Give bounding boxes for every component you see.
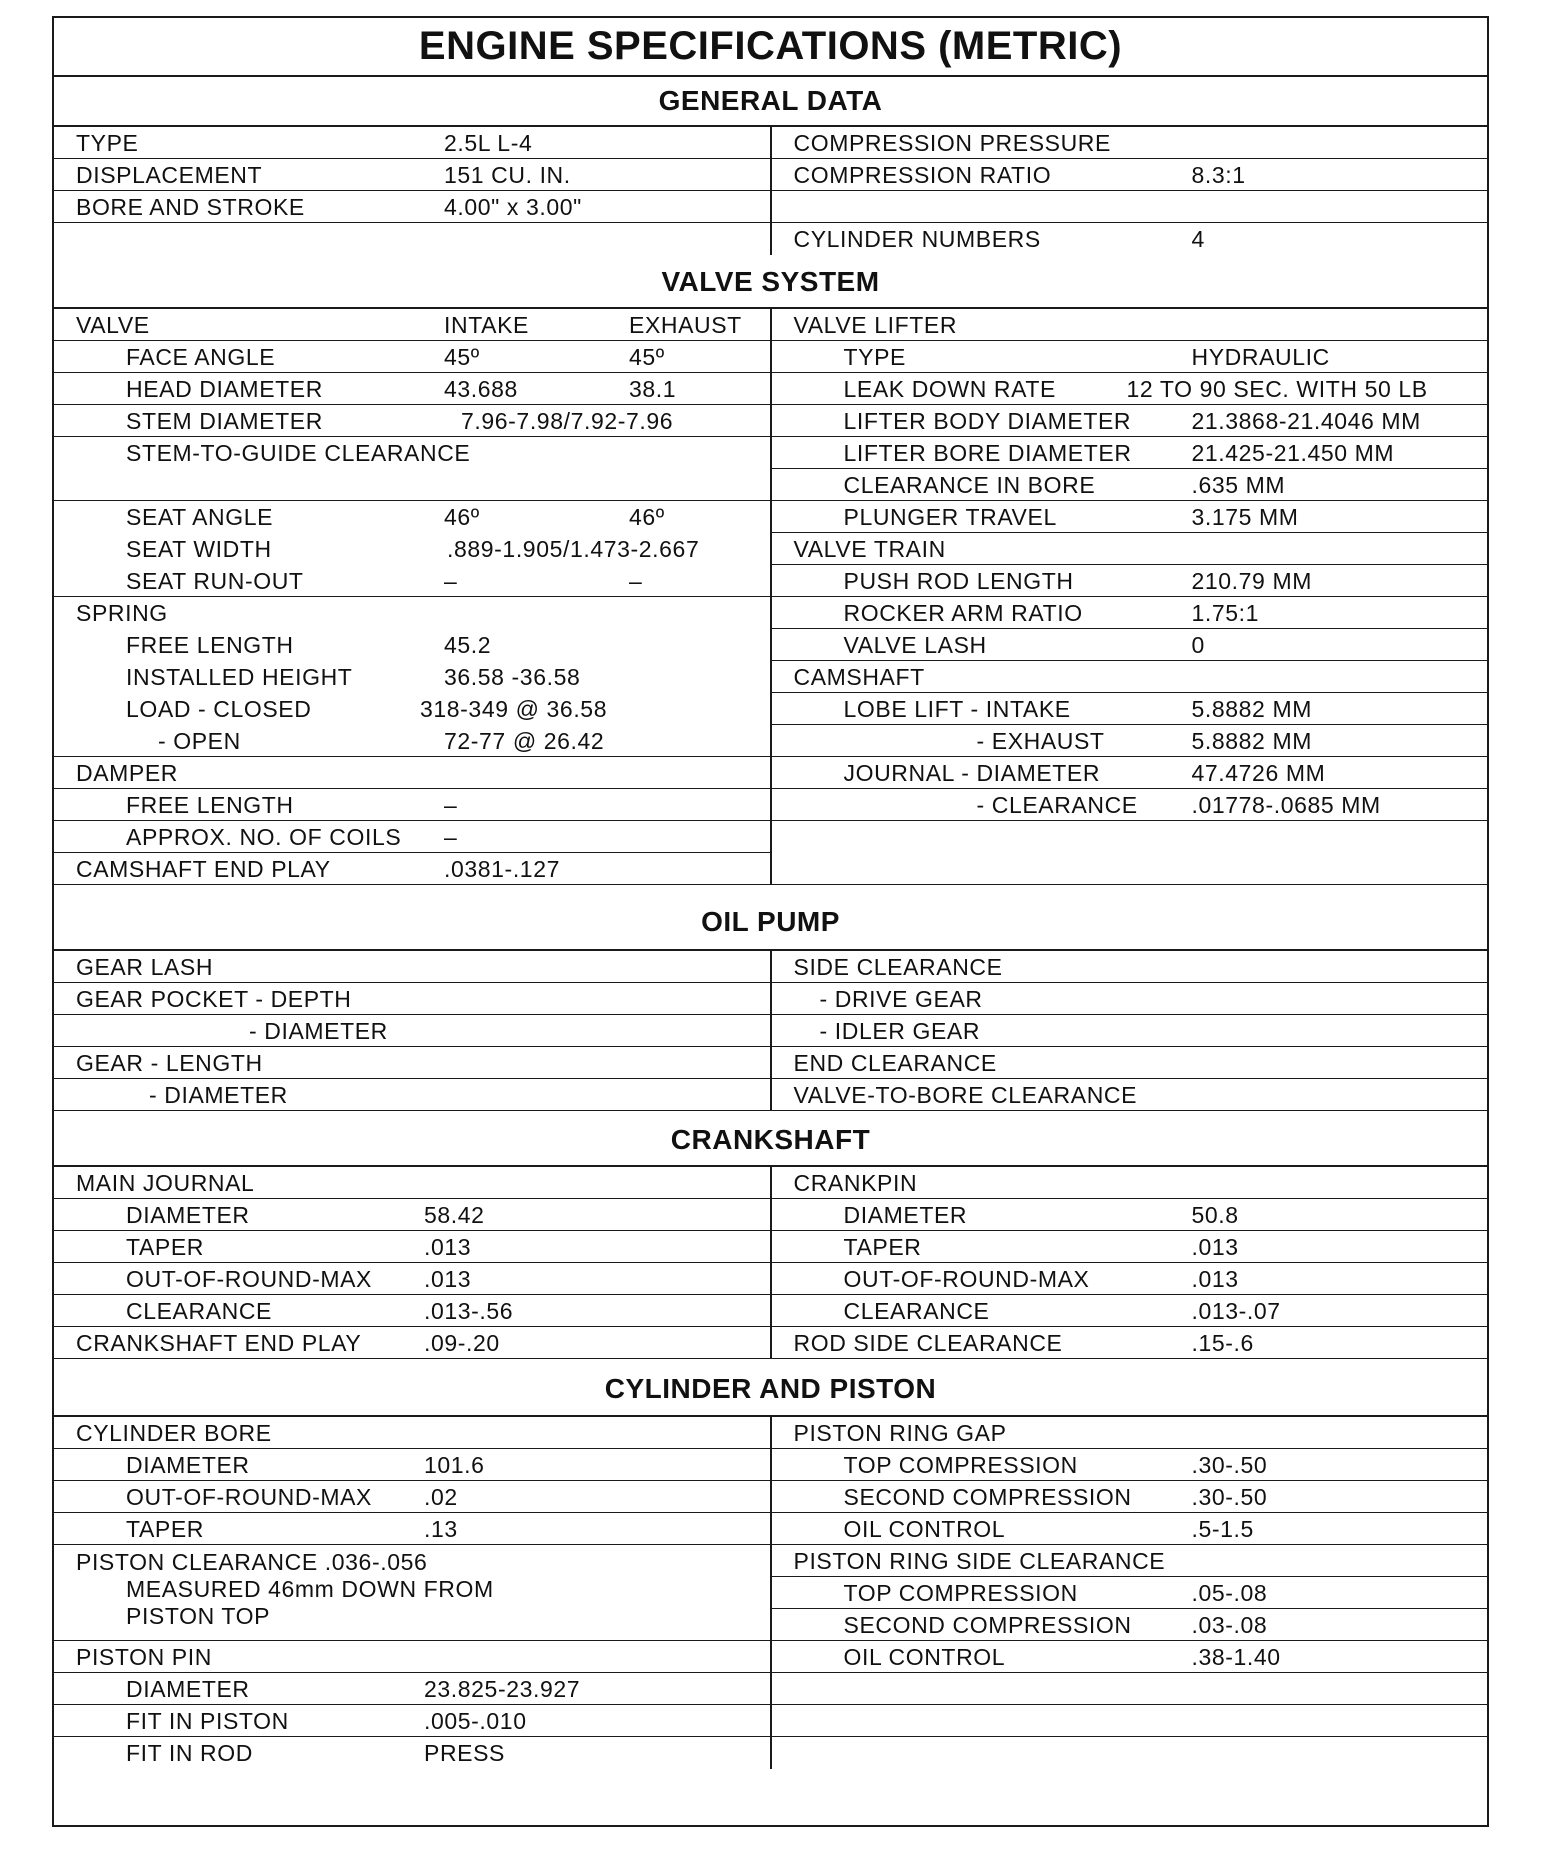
row-label: SEAT ANGLE — [126, 504, 274, 530]
exhaust-value: EXHAUST — [629, 312, 742, 338]
table-row — [772, 191, 1488, 223]
spec-sheet — [52, 16, 1489, 1827]
table-row — [772, 1015, 1488, 1047]
row-label: CRANKPIN — [793, 1170, 918, 1196]
row-value: 47.4726 MM — [1191, 760, 1326, 786]
row-label: PISTON RING GAP — [793, 1420, 1007, 1446]
row-value: .13 — [424, 1516, 458, 1542]
row-label: - CLEARANCE — [976, 792, 1138, 818]
intake-value: 72-77 @ 26.42 — [444, 728, 605, 754]
row-value: PRESS — [424, 1740, 505, 1766]
table-row — [772, 1327, 1488, 1359]
table-row — [54, 661, 770, 693]
row-label: DIAMETER — [126, 1202, 250, 1228]
row-label: CLEARANCE — [126, 1298, 272, 1324]
row-label: PUSH ROD LENGTH — [843, 568, 1074, 594]
table-row — [54, 1705, 770, 1737]
table-row — [54, 597, 770, 629]
intake-value: 318-349 @ 36.58 — [420, 696, 608, 722]
row-value: .005-.010 — [424, 1708, 527, 1734]
row-label: GEAR - LENGTH — [76, 1050, 263, 1076]
table-row — [772, 853, 1488, 885]
row-label: COMPRESSION PRESSURE — [793, 130, 1111, 156]
table-row — [772, 223, 1488, 255]
intake-value: .0381-.127 — [444, 856, 560, 882]
row-value: .38-1.40 — [1191, 1644, 1281, 1670]
table-row — [54, 1327, 770, 1359]
row-value: .15-.6 — [1191, 1330, 1254, 1356]
row-label: - OPEN — [158, 728, 241, 754]
row-value: .30-.50 — [1191, 1452, 1268, 1478]
table-row — [772, 1481, 1488, 1513]
table-row — [772, 1577, 1488, 1609]
table-row — [772, 1079, 1488, 1111]
row-label: - DIAMETER — [149, 1082, 288, 1108]
row-label: SECOND COMPRESSION — [843, 1612, 1132, 1638]
table-row — [54, 1737, 770, 1769]
table-row — [54, 373, 770, 405]
table-row — [54, 983, 770, 1015]
cyl-heading: CYLINDER AND PISTON — [604, 1373, 937, 1404]
table-row — [54, 405, 770, 437]
row-value: .013 — [1191, 1234, 1239, 1260]
table-row — [54, 757, 770, 789]
row-label: TAPER — [126, 1516, 204, 1542]
row-value: .013 — [1191, 1266, 1239, 1292]
row-label: LOBE LIFT - INTAKE — [843, 696, 1071, 722]
table-row — [772, 373, 1488, 405]
row-label: SEAT WIDTH — [126, 536, 272, 562]
row-value: .013 — [424, 1234, 472, 1260]
table-row — [772, 951, 1488, 983]
row-label: FREE LENGTH — [126, 632, 294, 658]
row-value: .09-.20 — [424, 1330, 500, 1356]
intake-value: 45º — [444, 344, 480, 370]
table-row — [772, 821, 1488, 853]
table-row — [54, 159, 770, 191]
row-value: .01778-.0685 MM — [1191, 792, 1381, 818]
row-value: 4 — [1191, 226, 1205, 252]
intake-value: – — [444, 568, 458, 594]
piston-clearance-line1: PISTON CLEARANCE .036-.056 — [76, 1549, 428, 1575]
table-row — [54, 821, 770, 853]
row-label: CAMSHAFT — [793, 664, 925, 690]
row-value: 3.175 MM — [1191, 504, 1299, 530]
table-row — [54, 1513, 770, 1545]
table-row — [772, 661, 1488, 693]
row-label: FACE ANGLE — [126, 344, 276, 370]
row-label: - DRIVE GEAR — [819, 986, 983, 1012]
table-row — [772, 789, 1488, 821]
row-label: VALVE LASH — [843, 632, 987, 658]
table-row — [54, 1047, 770, 1079]
table-row — [772, 1231, 1488, 1263]
table-row — [772, 1047, 1488, 1079]
row-label: CRANKSHAFT END PLAY — [76, 1330, 362, 1356]
row-label: LOAD - CLOSED — [126, 696, 312, 722]
row-value: .5-1.5 — [1191, 1516, 1254, 1542]
row-label: TOP COMPRESSION — [843, 1452, 1078, 1478]
row-value: .30-.50 — [1191, 1484, 1268, 1510]
table-row — [772, 1295, 1488, 1327]
row-value: 12 TO 90 SEC. WITH 50 LB — [1126, 376, 1428, 402]
table-row — [54, 693, 770, 725]
row-label: OUT-OF-ROUND-MAX — [126, 1266, 372, 1292]
row-label: DAMPER — [76, 760, 179, 786]
row-label: DIAMETER — [126, 1452, 250, 1478]
table-row — [54, 853, 770, 885]
table-row — [54, 725, 770, 757]
piston-clearance-row — [54, 1545, 770, 1641]
row-label: OIL CONTROL — [843, 1516, 1006, 1542]
table-row — [772, 309, 1488, 341]
table-row — [54, 951, 770, 983]
table-row — [54, 1199, 770, 1231]
table-row — [772, 565, 1488, 597]
row-label: OIL CONTROL — [843, 1644, 1006, 1670]
table-row — [54, 309, 770, 341]
row-value: 2.5L L-4 — [444, 130, 533, 156]
table-row — [54, 191, 770, 223]
row-label: COMPRESSION RATIO — [793, 162, 1052, 188]
table-row — [54, 127, 770, 159]
oilpump-table — [54, 949, 1487, 1111]
row-label: FIT IN ROD — [126, 1740, 253, 1766]
piston-clearance-line2: MEASURED 46mm DOWN FROM — [126, 1576, 494, 1602]
table-row — [54, 1295, 770, 1327]
row-label: INSTALLED HEIGHT — [126, 664, 353, 690]
row-label: TAPER — [126, 1234, 204, 1260]
table-row — [772, 437, 1488, 469]
table-row — [54, 789, 770, 821]
table-row — [54, 1079, 770, 1111]
table-row — [772, 1705, 1488, 1737]
table-row — [54, 1481, 770, 1513]
table-row — [54, 1641, 770, 1673]
table-row — [772, 1167, 1488, 1199]
table-row — [772, 1737, 1488, 1769]
table-row — [772, 597, 1488, 629]
row-value: 101.6 — [424, 1452, 485, 1478]
table-row — [772, 1199, 1488, 1231]
valve-table — [54, 307, 1487, 885]
intake-value: – — [444, 824, 458, 850]
row-label: TOP COMPRESSION — [843, 1580, 1078, 1606]
cyl-table — [54, 1415, 1487, 1769]
row-value: .03-.08 — [1191, 1612, 1268, 1638]
row-label: CLEARANCE — [843, 1298, 990, 1324]
table-row — [54, 1449, 770, 1481]
row-label: DIAMETER — [843, 1202, 968, 1228]
row-value: .05-.08 — [1191, 1580, 1268, 1606]
table-row — [772, 1449, 1488, 1481]
row-value: .013-.56 — [424, 1298, 514, 1324]
row-value: 1.75:1 — [1191, 600, 1260, 626]
table-row — [772, 1545, 1488, 1577]
row-value: 5.8882 MM — [1191, 696, 1312, 722]
row-label: CLEARANCE IN BORE — [843, 472, 1096, 498]
row-label: BORE AND STROKE — [76, 194, 305, 220]
table-row — [772, 757, 1488, 789]
row-label: GEAR LASH — [76, 954, 214, 980]
table-row — [772, 469, 1488, 501]
table-row — [54, 501, 770, 533]
row-label: GEAR POCKET - DEPTH — [76, 986, 352, 1012]
row-label: SIDE CLEARANCE — [793, 954, 1003, 980]
row-value: .02 — [424, 1484, 458, 1510]
row-value: 58.42 — [424, 1202, 485, 1228]
exhaust-value: – — [629, 568, 643, 594]
table-row — [772, 1673, 1488, 1705]
table-row — [54, 1015, 770, 1047]
intake-value: – — [444, 792, 458, 818]
table-row — [54, 1167, 770, 1199]
table-row — [772, 1417, 1488, 1449]
row-label: MAIN JOURNAL — [76, 1170, 255, 1196]
piston-clearance-line3: PISTON TOP — [126, 1603, 271, 1629]
row-value: 50.8 — [1191, 1202, 1239, 1228]
table-row — [772, 405, 1488, 437]
row-label: DISPLACEMENT — [76, 162, 263, 188]
exhaust-value: 46º — [629, 504, 665, 530]
table-row — [772, 725, 1488, 757]
table-row — [772, 533, 1488, 565]
table-row — [54, 341, 770, 373]
row-label: HEAD DIAMETER — [126, 376, 323, 402]
general-heading: GENERAL DATA — [658, 85, 883, 116]
row-label: JOURNAL - DIAMETER — [843, 760, 1101, 786]
oilpump-heading: OIL PUMP — [701, 906, 840, 937]
row-label: FIT IN PISTON — [126, 1708, 289, 1734]
row-label: STEM-TO-GUIDE CLEARANCE — [126, 440, 471, 466]
row-label: VALVE — [76, 312, 150, 338]
row-value: 4.00" x 3.00" — [444, 194, 582, 220]
row-value: .635 MM — [1191, 472, 1286, 498]
row-label: ROCKER ARM RATIO — [843, 600, 1083, 626]
row-label: TYPE — [843, 344, 906, 370]
table-row — [772, 1609, 1488, 1641]
row-label: - DIAMETER — [249, 1018, 388, 1044]
crank-table — [54, 1165, 1487, 1359]
row-label: SECOND COMPRESSION — [843, 1484, 1132, 1510]
general-table — [54, 125, 1487, 255]
row-label: CAMSHAFT END PLAY — [76, 856, 331, 882]
row-label: PLUNGER TRAVEL — [843, 504, 1057, 530]
row-label: LEAK DOWN RATE — [843, 376, 1056, 402]
table-row — [772, 501, 1488, 533]
row-value: 5.8882 MM — [1191, 728, 1312, 754]
intake-value: 7.96-7.98/7.92-7.96 — [461, 408, 674, 434]
table-row — [54, 469, 770, 501]
row-label: OUT-OF-ROUND-MAX — [843, 1266, 1090, 1292]
table-row — [54, 1673, 770, 1705]
exhaust-value: 38.1 — [629, 376, 677, 402]
exhaust-value: 45º — [629, 344, 665, 370]
row-label: VALVE TRAIN — [793, 536, 946, 562]
row-value: HYDRAULIC — [1191, 344, 1330, 370]
row-label: APPROX. NO. OF COILS — [126, 824, 402, 850]
row-label: TAPER — [843, 1234, 922, 1260]
table-row — [54, 1417, 770, 1449]
row-value: 8.3:1 — [1191, 162, 1246, 188]
row-label: DIAMETER — [126, 1676, 250, 1702]
table-row — [54, 1231, 770, 1263]
table-row — [772, 983, 1488, 1015]
table-row — [772, 127, 1488, 159]
intake-value: 43.688 — [444, 376, 518, 402]
row-label: STEM DIAMETER — [126, 408, 323, 434]
row-value: 151 CU. IN. — [444, 162, 571, 188]
table-row — [772, 1263, 1488, 1295]
page-title: ENGINE SPECIFICATIONS (METRIC) — [54, 18, 1487, 77]
row-value: .013-.07 — [1191, 1298, 1281, 1324]
crank-heading: CRANKSHAFT — [670, 1124, 871, 1155]
table-row — [772, 159, 1488, 191]
table-row — [54, 437, 770, 469]
row-label: END CLEARANCE — [793, 1050, 997, 1076]
row-label: SPRING — [76, 600, 168, 626]
table-row — [772, 1513, 1488, 1545]
row-value: 21.3868-21.4046 MM — [1191, 408, 1421, 434]
row-label: PISTON RING SIDE CLEARANCE — [793, 1548, 1166, 1574]
row-label: SEAT RUN-OUT — [126, 568, 304, 594]
row-value: 210.79 MM — [1191, 568, 1312, 594]
table-row — [54, 533, 770, 565]
intake-value: 36.58 -36.58 — [444, 664, 581, 690]
table-row — [772, 1641, 1488, 1673]
table-row — [772, 629, 1488, 661]
table-row — [772, 341, 1488, 373]
row-label: LIFTER BODY DIAMETER — [843, 408, 1132, 434]
intake-value: INTAKE — [444, 312, 529, 338]
table-row — [54, 565, 770, 597]
row-value: .013 — [424, 1266, 472, 1292]
table-row — [54, 223, 770, 255]
row-label: OUT-OF-ROUND-MAX — [126, 1484, 372, 1510]
row-label: - EXHAUST — [976, 728, 1105, 754]
intake-value: 45.2 — [444, 632, 492, 658]
row-label: VALVE LIFTER — [793, 312, 958, 338]
row-value: 21.425-21.450 MM — [1191, 440, 1395, 466]
row-label: - IDLER GEAR — [819, 1018, 981, 1044]
table-row — [772, 693, 1488, 725]
row-label: ROD SIDE CLEARANCE — [793, 1330, 1063, 1356]
row-value: 23.825-23.927 — [424, 1676, 581, 1702]
row-label: PISTON PIN — [76, 1644, 212, 1670]
row-label: LIFTER BORE DIAMETER — [843, 440, 1132, 466]
intake-value: 46º — [444, 504, 480, 530]
valve-heading: VALVE SYSTEM — [661, 266, 880, 297]
table-row — [54, 629, 770, 661]
table-row — [54, 1263, 770, 1295]
row-label: VALVE-TO-BORE CLEARANCE — [793, 1082, 1138, 1108]
row-value: 0 — [1191, 632, 1205, 658]
row-label: CYLINDER BORE — [76, 1420, 272, 1446]
row-label: FREE LENGTH — [126, 792, 294, 818]
row-label: TYPE — [76, 130, 139, 156]
intake-value: .889-1.905/1.473-2.667 — [447, 536, 700, 562]
row-label: CYLINDER NUMBERS — [793, 226, 1041, 252]
